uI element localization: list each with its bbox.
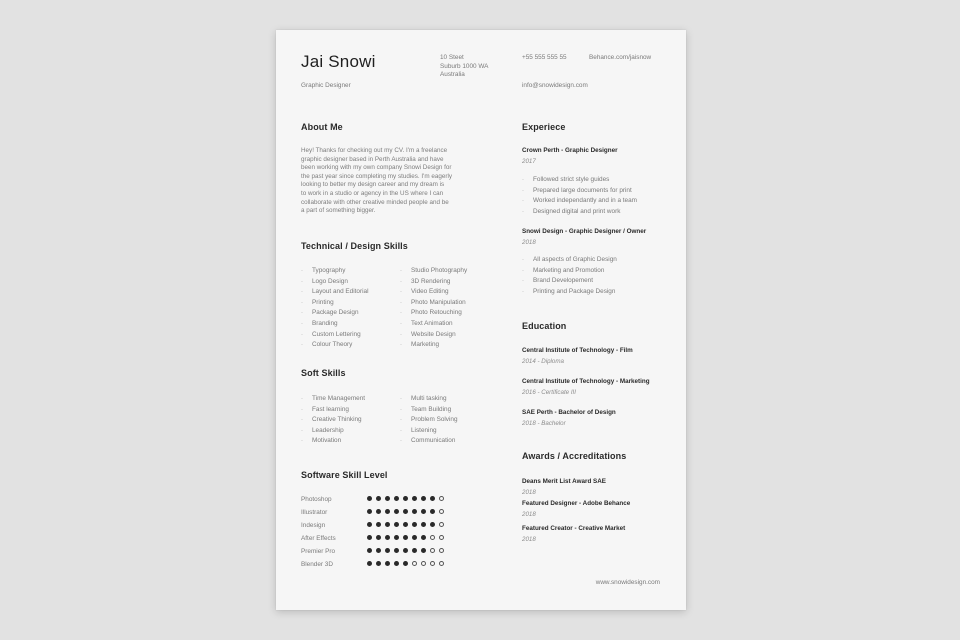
filled-dot-icon bbox=[403, 535, 408, 540]
list-item-label: Team Building bbox=[411, 405, 452, 413]
list-item-label: Leadership bbox=[312, 426, 344, 434]
bullet-icon: · bbox=[301, 342, 303, 349]
bullet-icon: · bbox=[522, 278, 524, 285]
list-item-label: Marketing bbox=[411, 341, 440, 349]
about-line: Hey! Thanks for checking out my CV. I'm a freelance bbox=[301, 147, 448, 154]
bullet-icon: · bbox=[400, 438, 402, 445]
list-item-label: Video Editing bbox=[411, 288, 449, 296]
technical-skills-list bbox=[301, 266, 369, 351]
education-title: SAE Perth - Bachelor of Design bbox=[522, 409, 616, 416]
empty-dot-icon bbox=[430, 535, 435, 540]
list-item bbox=[400, 308, 467, 319]
list-item-label: Layout and Editorial bbox=[312, 288, 369, 296]
filled-dot-icon bbox=[403, 548, 408, 553]
software-skill-label: Photoshop bbox=[301, 496, 332, 503]
list-item bbox=[301, 405, 365, 416]
bullet-icon: · bbox=[301, 331, 303, 338]
soft-skills-list bbox=[400, 394, 458, 447]
about-heading: About Me bbox=[301, 122, 343, 132]
bullet-icon: · bbox=[301, 299, 303, 306]
list-item bbox=[301, 308, 369, 319]
list-item-label: Motivation bbox=[312, 437, 342, 445]
empty-dot-icon bbox=[430, 561, 435, 566]
list-item-label: Time Management bbox=[312, 395, 366, 402]
bullet-icon: · bbox=[301, 438, 303, 445]
soft-skills-heading: Soft Skills bbox=[301, 368, 346, 378]
software-skill-label: Illustrator bbox=[301, 509, 328, 516]
education-detail: 2014 - Diploma bbox=[522, 358, 564, 365]
list-item bbox=[522, 207, 637, 218]
job-year: 2018 bbox=[522, 239, 536, 246]
list-item bbox=[522, 255, 617, 266]
filled-dot-icon bbox=[421, 509, 426, 514]
list-item-label: 3D Rendering bbox=[411, 277, 451, 285]
bullet-icon: · bbox=[301, 406, 303, 413]
bullet-icon: · bbox=[301, 310, 303, 317]
bullet-icon: · bbox=[522, 257, 524, 263]
list-item-label: Photo Retouching bbox=[411, 309, 462, 317]
list-item-label: Followed strict style guides bbox=[533, 176, 610, 183]
soft-skills-list bbox=[301, 394, 365, 447]
filled-dot-icon bbox=[421, 522, 426, 527]
list-item-label: Package Design bbox=[312, 309, 359, 317]
list-item-label: Creative Thinking bbox=[312, 416, 362, 424]
list-item bbox=[301, 266, 369, 277]
bullet-icon: · bbox=[400, 342, 402, 349]
filled-dot-icon bbox=[376, 522, 381, 527]
filled-dot-icon bbox=[394, 561, 399, 566]
job-title: Snowi Design - Graphic Designer / Owner bbox=[522, 228, 647, 235]
list-item-label: Text Animation bbox=[411, 319, 453, 327]
list-item bbox=[400, 436, 458, 447]
bullet-icon: · bbox=[301, 278, 303, 285]
list-item-label: Branding bbox=[312, 319, 338, 327]
filled-dot-icon bbox=[376, 548, 381, 553]
list-item bbox=[400, 298, 467, 309]
filled-dot-icon bbox=[385, 561, 390, 566]
list-item-label: Typography bbox=[312, 267, 346, 274]
list-item bbox=[301, 340, 369, 351]
bullet-icon: · bbox=[301, 268, 303, 274]
list-item-label: Communication bbox=[411, 437, 456, 445]
filled-dot-icon bbox=[385, 496, 390, 501]
list-item-label: Photo Manipulation bbox=[411, 298, 466, 306]
list-item-label: All aspects of Graphic Design bbox=[533, 256, 617, 263]
education-detail: 2018 - Bachelor bbox=[522, 420, 566, 427]
filled-dot-icon bbox=[367, 509, 372, 514]
award-title: Featured Creator - Creative Market bbox=[522, 525, 626, 532]
bullet-icon: · bbox=[522, 198, 524, 205]
filled-dot-icon bbox=[376, 561, 381, 566]
bullet-icon: · bbox=[400, 427, 402, 434]
bullet-icon: · bbox=[400, 289, 402, 296]
list-item bbox=[400, 394, 458, 405]
education-title: Central Institute of Technology - Marketing bbox=[522, 378, 650, 385]
email-link[interactable]: info@snowidesign.com bbox=[522, 82, 588, 89]
list-item-label: Printing and Package Design bbox=[533, 287, 616, 295]
bullet-icon: · bbox=[400, 278, 402, 285]
list-item bbox=[301, 415, 365, 426]
bullet-icon: · bbox=[400, 406, 402, 413]
job-duties-list bbox=[522, 175, 637, 217]
filled-dot-icon bbox=[394, 535, 399, 540]
filled-dot-icon bbox=[376, 509, 381, 514]
job-duties-list bbox=[522, 255, 617, 297]
filled-dot-icon bbox=[385, 509, 390, 514]
list-item-label: Multi tasking bbox=[411, 395, 447, 402]
address-block bbox=[440, 54, 488, 80]
footer-website-link[interactable]: www.snowidesign.com bbox=[595, 579, 660, 587]
list-item-label: Logo Design bbox=[312, 277, 348, 285]
about-line: looking to better my design career and my dream is bbox=[301, 181, 445, 189]
filled-dot-icon bbox=[412, 522, 417, 527]
empty-dot-icon bbox=[421, 561, 426, 566]
list-item bbox=[400, 415, 458, 426]
filled-dot-icon bbox=[367, 496, 372, 501]
empty-dot-icon bbox=[439, 561, 444, 566]
software-skill-label: Premier Pro bbox=[301, 548, 336, 555]
bullet-icon: · bbox=[522, 177, 524, 183]
empty-dot-icon bbox=[439, 496, 444, 501]
filled-dot-icon bbox=[394, 496, 399, 501]
filled-dot-icon bbox=[430, 509, 435, 514]
filled-dot-icon bbox=[367, 522, 372, 527]
list-item bbox=[522, 287, 617, 298]
filled-dot-icon bbox=[421, 535, 426, 540]
list-item-label: Marketing and Promotion bbox=[533, 266, 605, 274]
filled-dot-icon bbox=[376, 535, 381, 540]
education-heading: Education bbox=[522, 321, 567, 331]
filled-dot-icon bbox=[403, 522, 408, 527]
filled-dot-icon bbox=[412, 496, 417, 501]
filled-dot-icon bbox=[367, 535, 372, 540]
bullet-icon: · bbox=[522, 288, 524, 295]
list-item bbox=[522, 175, 637, 186]
software-skill-label: After Effects bbox=[301, 535, 336, 542]
job-title: Crown Perth - Graphic Designer bbox=[522, 147, 618, 154]
bullet-icon: · bbox=[301, 427, 303, 434]
filled-dot-icon bbox=[403, 496, 408, 501]
website-link[interactable]: Behance.com/jaisnow bbox=[589, 54, 652, 61]
job-role: Graphic Designer bbox=[301, 82, 351, 89]
address-line: Suburb 1000 WA bbox=[440, 62, 489, 70]
software-skill-row bbox=[301, 509, 501, 522]
list-item-label: Listening bbox=[411, 426, 437, 434]
filled-dot-icon bbox=[385, 535, 390, 540]
filled-dot-icon bbox=[367, 561, 372, 566]
filled-dot-icon bbox=[394, 548, 399, 553]
empty-dot-icon bbox=[439, 522, 444, 527]
about-line: a part of something bigger. bbox=[301, 207, 376, 215]
filled-dot-icon bbox=[421, 548, 426, 553]
filled-dot-icon bbox=[367, 548, 372, 553]
filled-dot-icon bbox=[385, 522, 390, 527]
resume-page bbox=[276, 30, 686, 610]
software-skill-row bbox=[301, 535, 501, 548]
filled-dot-icon bbox=[376, 496, 381, 501]
filled-dot-icon bbox=[430, 496, 435, 501]
list-item bbox=[301, 319, 369, 330]
list-item bbox=[301, 277, 369, 288]
list-item bbox=[400, 266, 467, 277]
filled-dot-icon bbox=[412, 535, 417, 540]
filled-dot-icon bbox=[394, 509, 399, 514]
bullet-icon: · bbox=[522, 208, 524, 215]
list-item bbox=[522, 276, 617, 287]
list-item bbox=[400, 319, 467, 330]
list-item-label: Brand Developement bbox=[533, 277, 594, 285]
list-item bbox=[301, 426, 365, 437]
list-item bbox=[400, 330, 467, 341]
award-year: 2018 bbox=[522, 489, 536, 496]
software-skill-row bbox=[301, 496, 501, 509]
about-line: the past year since completing my studies. I'm eagerly bbox=[301, 172, 452, 180]
education-title: Central Institute of Technology - Film bbox=[522, 347, 633, 354]
bullet-icon: · bbox=[400, 310, 402, 317]
bullet-icon: · bbox=[400, 299, 402, 306]
list-item bbox=[400, 287, 467, 298]
bullet-icon: · bbox=[301, 396, 303, 402]
list-item bbox=[400, 405, 458, 416]
bullet-icon: · bbox=[400, 417, 402, 424]
award-year: 2018 bbox=[522, 511, 536, 518]
filled-dot-icon bbox=[412, 509, 417, 514]
list-item bbox=[522, 266, 617, 277]
awards-heading: Awards / Accreditations bbox=[522, 451, 627, 461]
award-title: Featured Designer - Adobe Behance bbox=[522, 500, 631, 507]
list-item bbox=[400, 277, 467, 288]
phone-number: +55 555 555 55 bbox=[522, 54, 567, 61]
about-line: graphic designer based in Perth Australia and have bbox=[301, 155, 444, 163]
list-item bbox=[400, 426, 458, 437]
software-skills-heading: Software Skill Level bbox=[301, 470, 388, 480]
bullet-icon: · bbox=[522, 187, 524, 194]
list-item bbox=[400, 340, 467, 351]
empty-dot-icon bbox=[439, 509, 444, 514]
address-line: Australia bbox=[440, 71, 465, 79]
resume-name: Jai Snowi bbox=[301, 52, 376, 71]
list-item-label: Studio Photography bbox=[411, 267, 468, 274]
software-skill-row bbox=[301, 548, 501, 561]
about-line: been working with my own company Snowi Design for bbox=[301, 164, 452, 172]
bullet-icon: · bbox=[301, 417, 303, 424]
technical-skills-heading: Technical / Design Skills bbox=[301, 241, 408, 251]
software-skill-label: Blender 3D bbox=[301, 561, 333, 568]
filled-dot-icon bbox=[403, 561, 408, 566]
about-line: collaborate with other creative minded people and be bbox=[301, 198, 449, 206]
bullet-icon: · bbox=[301, 320, 303, 327]
list-item bbox=[301, 436, 365, 447]
filled-dot-icon bbox=[385, 548, 390, 553]
list-item-label: Printing bbox=[312, 298, 334, 306]
empty-dot-icon bbox=[412, 561, 417, 566]
software-skill-label: Indesign bbox=[301, 522, 326, 529]
award-year: 2018 bbox=[522, 536, 536, 543]
list-item-label: Designed digital and print work bbox=[533, 207, 621, 215]
award-title: Deans Merit List Award SAE bbox=[522, 478, 606, 485]
list-item-label: Worked independantly and in a team bbox=[533, 197, 637, 205]
filled-dot-icon bbox=[403, 509, 408, 514]
list-item-label: Fast learning bbox=[312, 405, 349, 413]
experience-heading: Experiece bbox=[522, 122, 566, 132]
technical-skills-list bbox=[400, 266, 467, 351]
education-detail: 2016 - Certificate III bbox=[522, 389, 576, 396]
list-item-label: Custom Lettering bbox=[312, 330, 361, 338]
filled-dot-icon bbox=[421, 496, 426, 501]
bullet-icon: · bbox=[400, 396, 402, 402]
bullet-icon: · bbox=[400, 331, 402, 338]
filled-dot-icon bbox=[412, 548, 417, 553]
list-item-label: Prepared large documents for print bbox=[533, 186, 632, 194]
list-item bbox=[301, 287, 369, 298]
list-item-label: Website Design bbox=[411, 330, 456, 338]
bullet-icon: · bbox=[522, 267, 524, 274]
filled-dot-icon bbox=[430, 522, 435, 527]
empty-dot-icon bbox=[439, 535, 444, 540]
bullet-icon: · bbox=[400, 268, 402, 274]
empty-dot-icon bbox=[430, 548, 435, 553]
bullet-icon: · bbox=[400, 320, 402, 327]
filled-dot-icon bbox=[394, 522, 399, 527]
empty-dot-icon bbox=[439, 548, 444, 553]
address-line: 10 Steet bbox=[440, 54, 464, 61]
list-item bbox=[301, 394, 365, 405]
about-paragraph bbox=[301, 147, 477, 216]
software-skill-row bbox=[301, 522, 501, 535]
list-item-label: Problem Solving bbox=[411, 416, 458, 424]
software-skill-row bbox=[301, 561, 501, 574]
list-item bbox=[301, 298, 369, 309]
list-item-label: Colour Theory bbox=[312, 341, 353, 349]
job-year: 2017 bbox=[522, 158, 536, 165]
list-item bbox=[301, 330, 369, 341]
bullet-icon: · bbox=[301, 289, 303, 296]
about-line: to work in a studio or agency in the US where I can bbox=[301, 189, 444, 197]
list-item bbox=[522, 196, 637, 207]
list-item bbox=[522, 186, 637, 197]
